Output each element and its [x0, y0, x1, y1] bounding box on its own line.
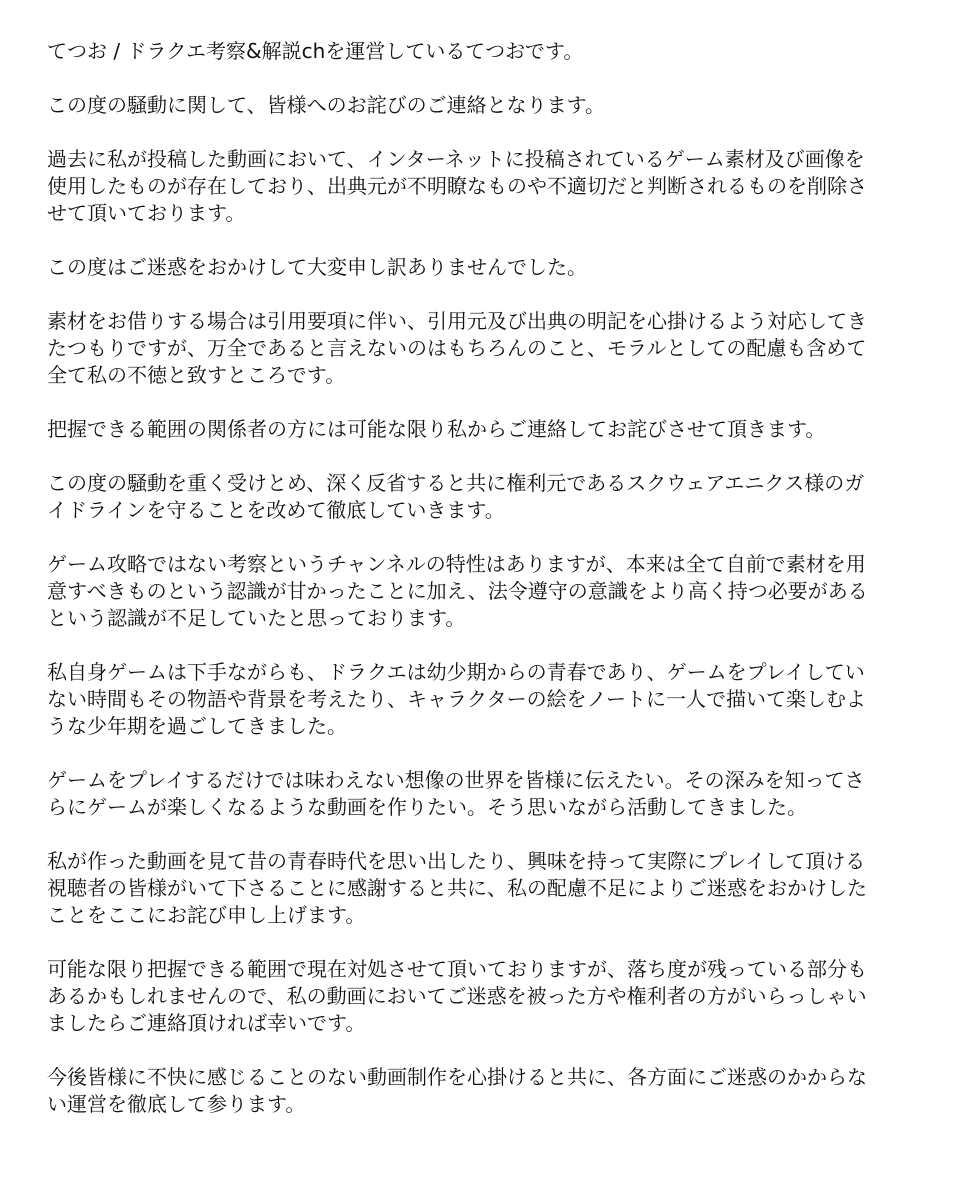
text-line: この度の騒動を重く受けとめ、深く反省すると共に権利元であるスクウェアエニクス様のガ: [47, 471, 865, 495]
paragraph-contact: [47, 416, 927, 443]
text-line: ない時間もその物語や背景を考えたり、キャラクターの絵をノートに一人で描いて楽しむよ: [47, 687, 866, 711]
paragraph-background: [47, 659, 927, 740]
paragraph-apology: [47, 254, 927, 281]
text-line: 今後皆様に不快に感じることのない動画制作を心掛けると共に、各方面にご迷惑のかからな: [47, 1065, 867, 1089]
text-line: 私自身ゲームは下手ながらも、ドラクエは幼少期からの青春であり、ゲームをプレイしてい: [47, 660, 865, 684]
text-line: ゲームをプレイするだけでは味わえない想像の世界を皆様に伝えたい。その深みを知ってさ: [47, 768, 865, 792]
text-line: 過去に私が投稿した動画において、インターネットに投稿されているゲーム素材及び画像を: [47, 147, 865, 171]
text-line: この度はご迷惑をおかけして大変申し訳ありませんでした。: [47, 255, 587, 279]
paragraph-motivation: [47, 767, 927, 821]
text-line: ゲーム攻略ではない考察というチャンネルの特性はありますが、本来は全て自前で素材を用: [47, 552, 866, 576]
text-line: という認識が不足していたと思っております。: [47, 606, 466, 630]
text-line: あるかもしれませんので、私の動画においてご迷惑を被った方や権利者の方がいらっしゃい: [47, 984, 867, 1008]
text-line: たつもりですが、万全であると言えないのはもちろんのこと、モラルとしての配慮も含めて: [47, 336, 867, 360]
text-line: この度の騒動に関して、皆様へのお詫びのご連絡となります。: [47, 93, 605, 117]
text-line: 使用したものが存在しており、出典元が不明瞭なものや不適切だと判断されるものを削除さ: [47, 174, 867, 198]
text-line: 素材をお借りする場合は引用要項に伴い、引用元及び出典の明記を心掛けるよう対応してき: [47, 309, 867, 333]
text-line: らにゲームが楽しくなるような動画を作りたい。そう思いながら活動してきました。: [47, 795, 807, 819]
text-line: 意すべきものという認識が甘かったことに加え、法令遵守の意識をより高く持つ必要がある: [47, 579, 868, 603]
text-line: 私が作った動画を見て昔の青春時代を思い出したり、興味を持って実際にプレイして頂ける: [47, 849, 866, 873]
text-line: 視聴者の皆様がいて下さることに感謝すると共に、私の配慮不足によりご迷惑をおかけした: [47, 876, 867, 900]
text-line: てつお / ドラクエ考察&解説chを運営しているてつおです。: [47, 39, 584, 63]
paragraph-purpose: [47, 92, 927, 119]
paragraph-guidelines: [47, 470, 927, 524]
text-line: い運営を徹底して参ります。: [47, 1092, 306, 1116]
paragraph-awareness: [47, 551, 927, 632]
paragraph-removal: [47, 146, 927, 227]
text-line: せて頂いております。: [47, 201, 246, 225]
paragraph-remediation: [47, 956, 927, 1037]
text-line: うな少年期を過ごしてきました。: [47, 714, 347, 738]
paragraph-closing: [47, 1064, 927, 1118]
paragraph-gratitude: [47, 848, 927, 929]
paragraph-intro: [47, 38, 927, 65]
text-line: 全て私の不徳と致すところです。: [47, 363, 346, 387]
paragraph-citation: [47, 308, 927, 389]
text-line: 可能な限り把握できる範囲で現在対処させて頂いておりますが、落ち度が残っている部分も: [47, 957, 867, 981]
text-line: 把握できる範囲の関係者の方には可能な限り私からご連絡してお詫びさせて頂きます。: [47, 417, 826, 441]
text-line: ことをここにお詫び申し上げます。: [47, 903, 366, 927]
apology-document: [47, 38, 927, 1145]
text-line: ましたらご連絡頂ければ幸いです。: [47, 1011, 366, 1035]
text-line: イドラインを守ることを改めて徹底していきます。: [47, 498, 505, 522]
